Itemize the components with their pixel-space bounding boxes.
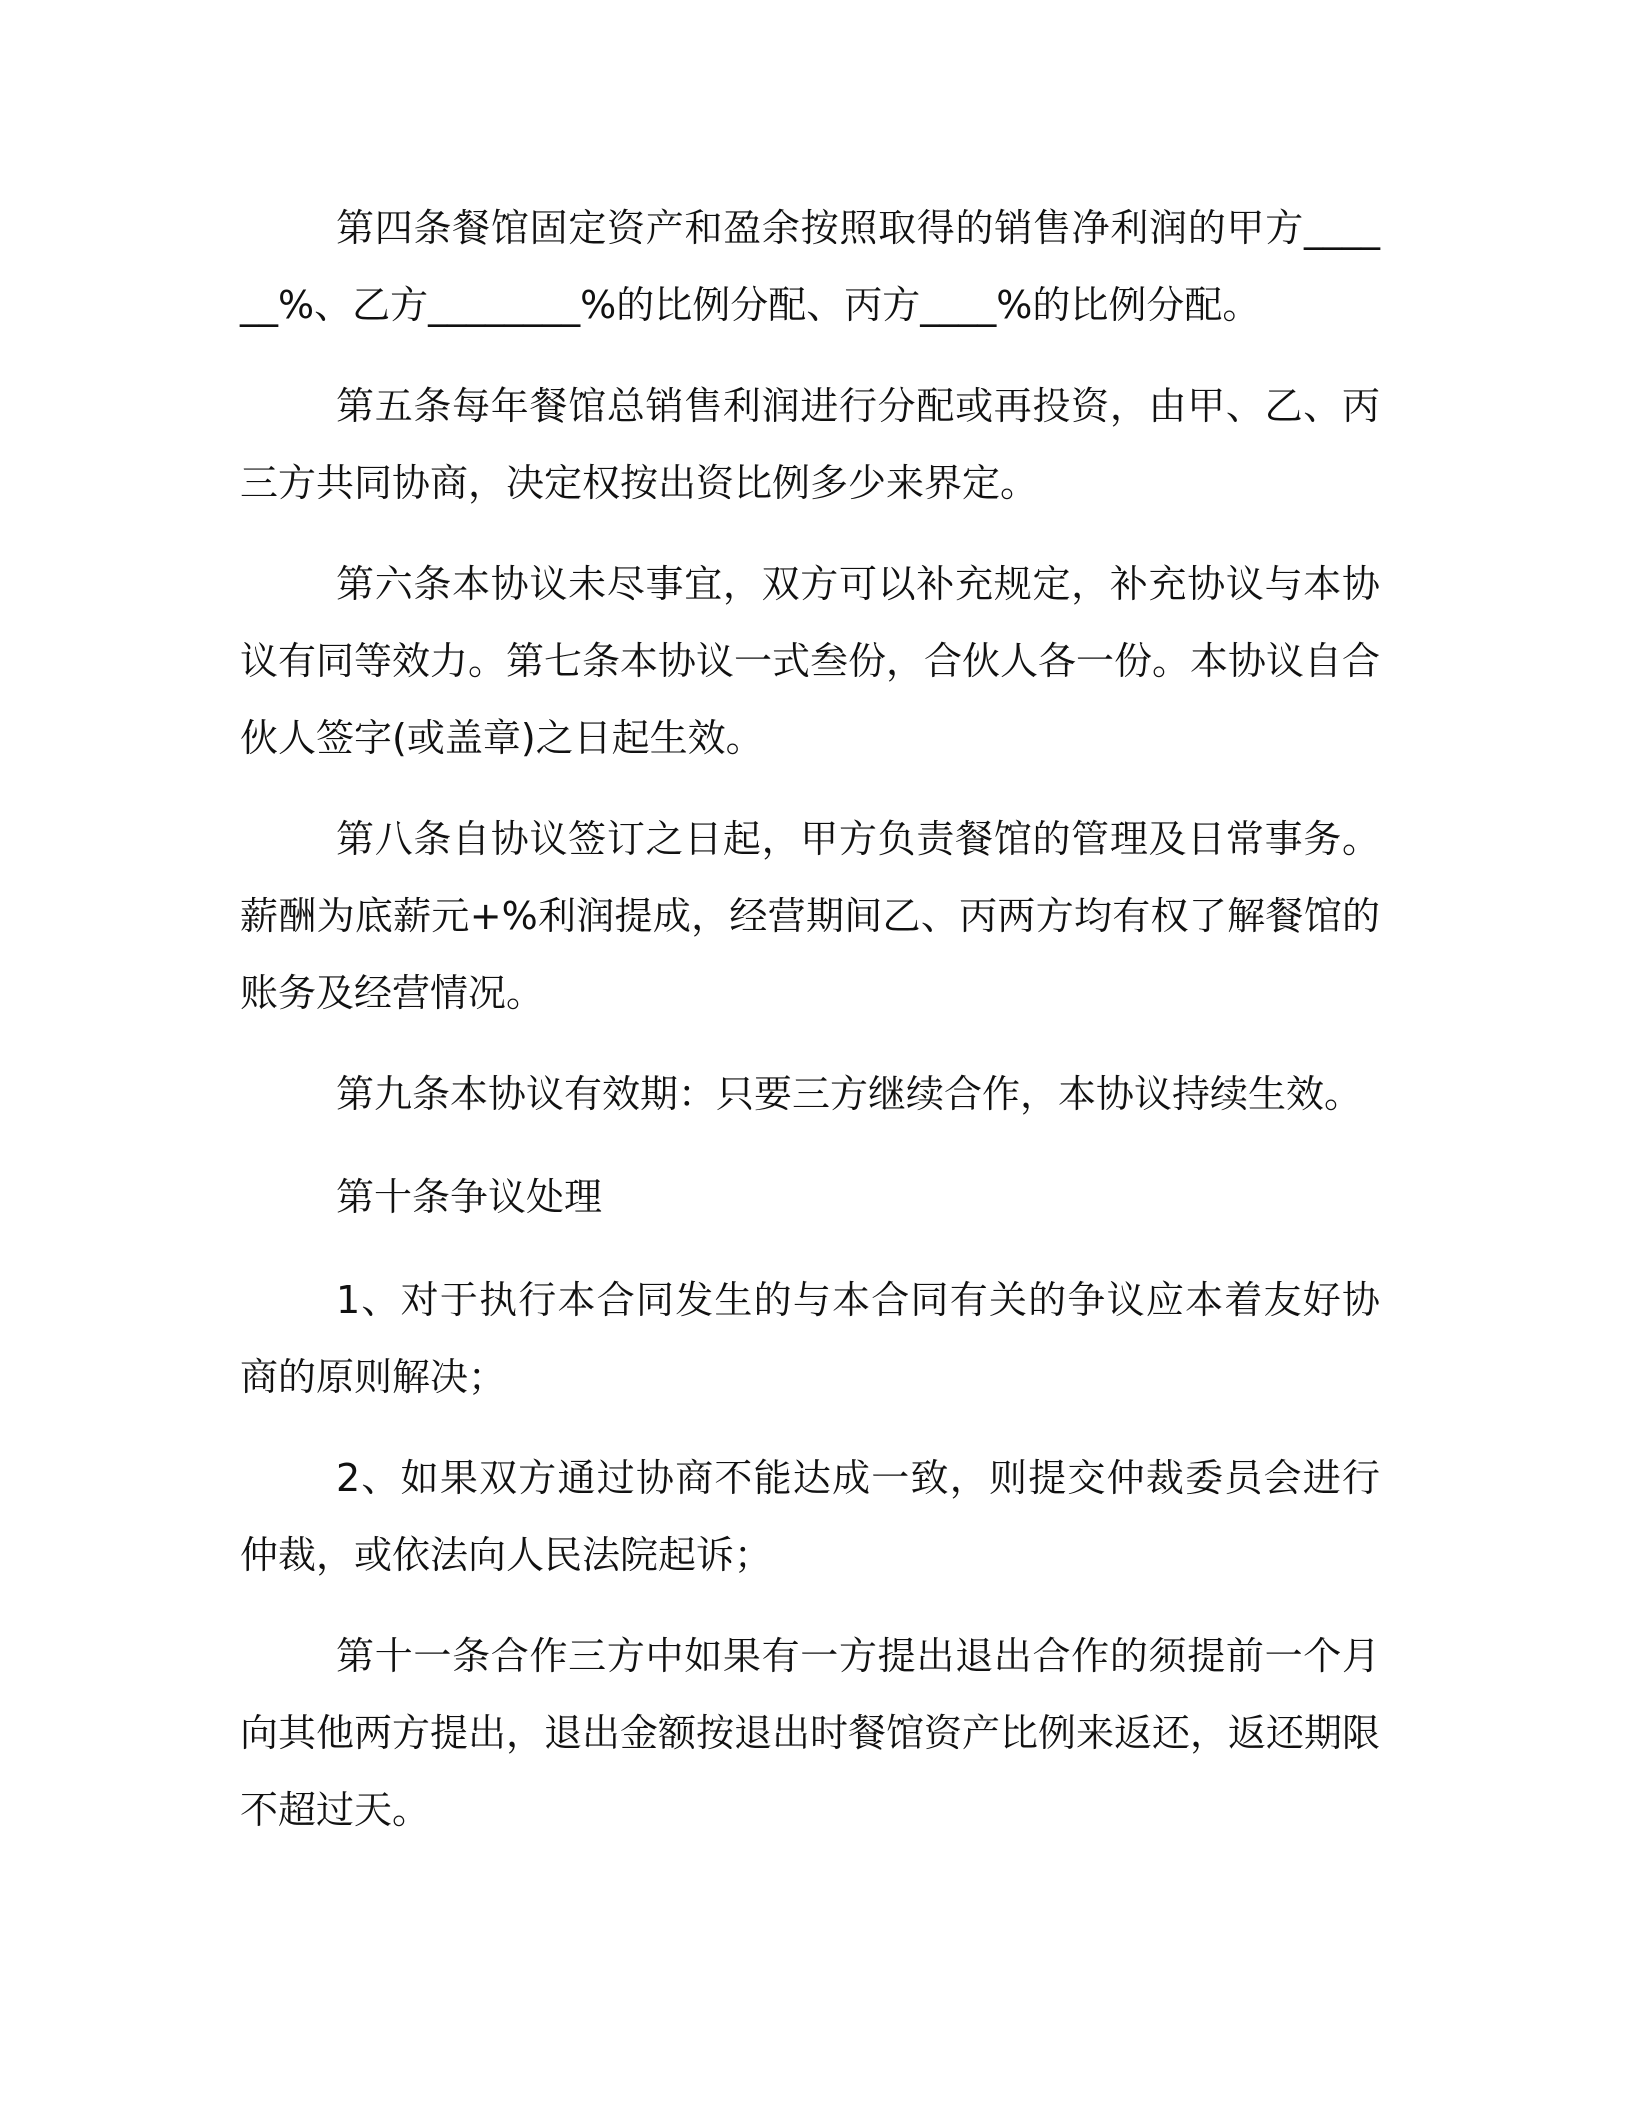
dispute-clause-2: 2、如果双方通过协商不能达成一致，则提交仲裁委员会进行仲裁，或依法向人民法院起诉； <box>240 1456 1380 1577</box>
article-10-heading: 第十条争议处理 <box>336 1175 603 1219</box>
article-11-paragraph: 第十一条合作三方中如果有一方提出退出合作的须提前一个月向其他两方提出，退出金额按退出时餐馆资产比例来返还，返还期限不超过天。 <box>240 1634 1381 1832</box>
article-4-paragraph: 第四条餐馆固定资产和盈余按照取得的销售净利润的甲方______%、乙方________%的比例分配、丙方____%的比例分配。 <box>240 206 1380 327</box>
article-6-7-paragraph: 第六条本协议未尽事宜，双方可以补充规定，补充协议与本协议有同等效力。第七条本协议一式叁份，合伙人各一份。本协议自合伙人签字(或盖章)之日起生效。 <box>240 562 1381 760</box>
article-8-paragraph: 第八条自协议签订之日起，甲方负责餐馆的管理及日常事务。薪酬为底薪元+%利润提成，经营期间乙、丙两方均有权了解餐馆的账务及经营情况。 <box>240 817 1380 1015</box>
dispute-clause-1: 1、对于执行本合同发生的与本合同有关的争议应本着友好协商的原则解决； <box>240 1278 1380 1399</box>
document-page <box>240 190 1380 1849</box>
article-9-paragraph: 第九条本协议有效期：只要三方继续合作，本协议持续生效。 <box>336 1072 1363 1116</box>
article-5-paragraph: 第五条每年餐馆总销售利润进行分配或再投资，由甲、乙、丙三方共同协商，决定权按出资比例多少来界定。 <box>240 384 1380 505</box>
